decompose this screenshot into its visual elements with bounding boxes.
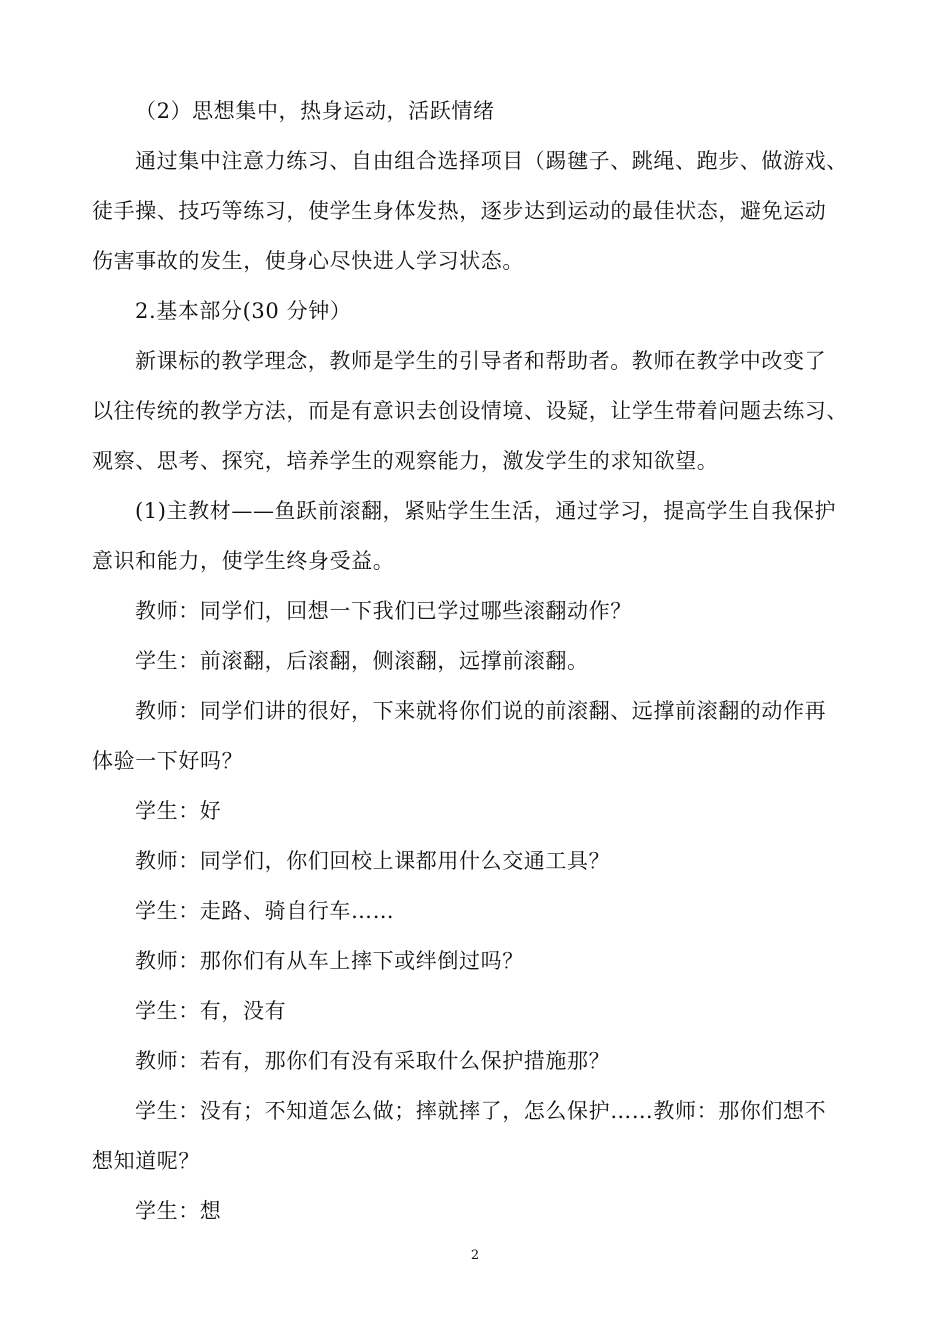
- dialogue-line: 学生：前滚翻，后滚翻，侧滚翻，远撑前滚翻。: [135, 649, 589, 673]
- paragraph-line: 观察、思考、探究，培养学生的观察能力，激发学生的求知欲望。: [92, 449, 719, 473]
- dialogue-line: 教师：若有，那你们有没有采取什么保护措施那？: [135, 1049, 611, 1073]
- paragraph-line: 新课标的教学理念，教师是学生的引导者和帮助者。教师在教学中改变了: [135, 349, 827, 373]
- dialogue-line: 学生：有，没有: [135, 999, 287, 1023]
- paragraph-line: 徒手操、技巧等练习，使学生身体发热，逐步达到运动的最佳状态，避免运动: [92, 199, 827, 223]
- dialogue-line: 学生：好: [135, 799, 222, 823]
- page-number: 2: [470, 1248, 480, 1263]
- dialogue-line: 教师：同学们讲的很好，下来就将你们说的前滚翻、远撑前滚翻的动作再: [135, 699, 827, 723]
- paragraph-line: 伤害事故的发生，使身心尽快进人学习状态。: [92, 249, 524, 273]
- dialogue-line: 教师：同学们，回想一下我们已学过哪些滚翻动作？: [135, 599, 632, 623]
- dialogue-line: 学生：走路、骑自行车……: [135, 899, 395, 923]
- paragraph-line: 以往传统的教学方法，而是有意识去创设情境、设疑，让学生带着问题去练习、: [92, 399, 848, 423]
- dialogue-line: 教师：那你们有从车上摔下或绊倒过吗？: [135, 949, 524, 973]
- dialogue-line: 学生：没有；不知道怎么做；摔就摔了，怎么保护……教师：那你们想不: [135, 1099, 827, 1123]
- paragraph-line: 通过集中注意力练习、自由组合选择项目（踢毽子、跳绳、跑步、做游戏、: [135, 149, 848, 173]
- section-heading: 2.基本部分(30 分钟）: [135, 299, 352, 323]
- paragraph-line: 意识和能力，使学生终身受益。: [92, 549, 395, 573]
- section-heading: （2）思想集中，热身运动，活跃情绪: [135, 99, 495, 123]
- dialogue-line: 体验一下好吗？: [92, 749, 244, 773]
- paragraph-line: (1)主教材——鱼跃前滚翻，紧贴学生生活，通过学习，提高学生自我保护: [135, 499, 837, 523]
- dialogue-line: 学生：想: [135, 1199, 222, 1223]
- dialogue-line: 想知道呢？: [92, 1149, 200, 1173]
- dialogue-line: 教师：同学们，你们回校上课都用什么交通工具？: [135, 849, 611, 873]
